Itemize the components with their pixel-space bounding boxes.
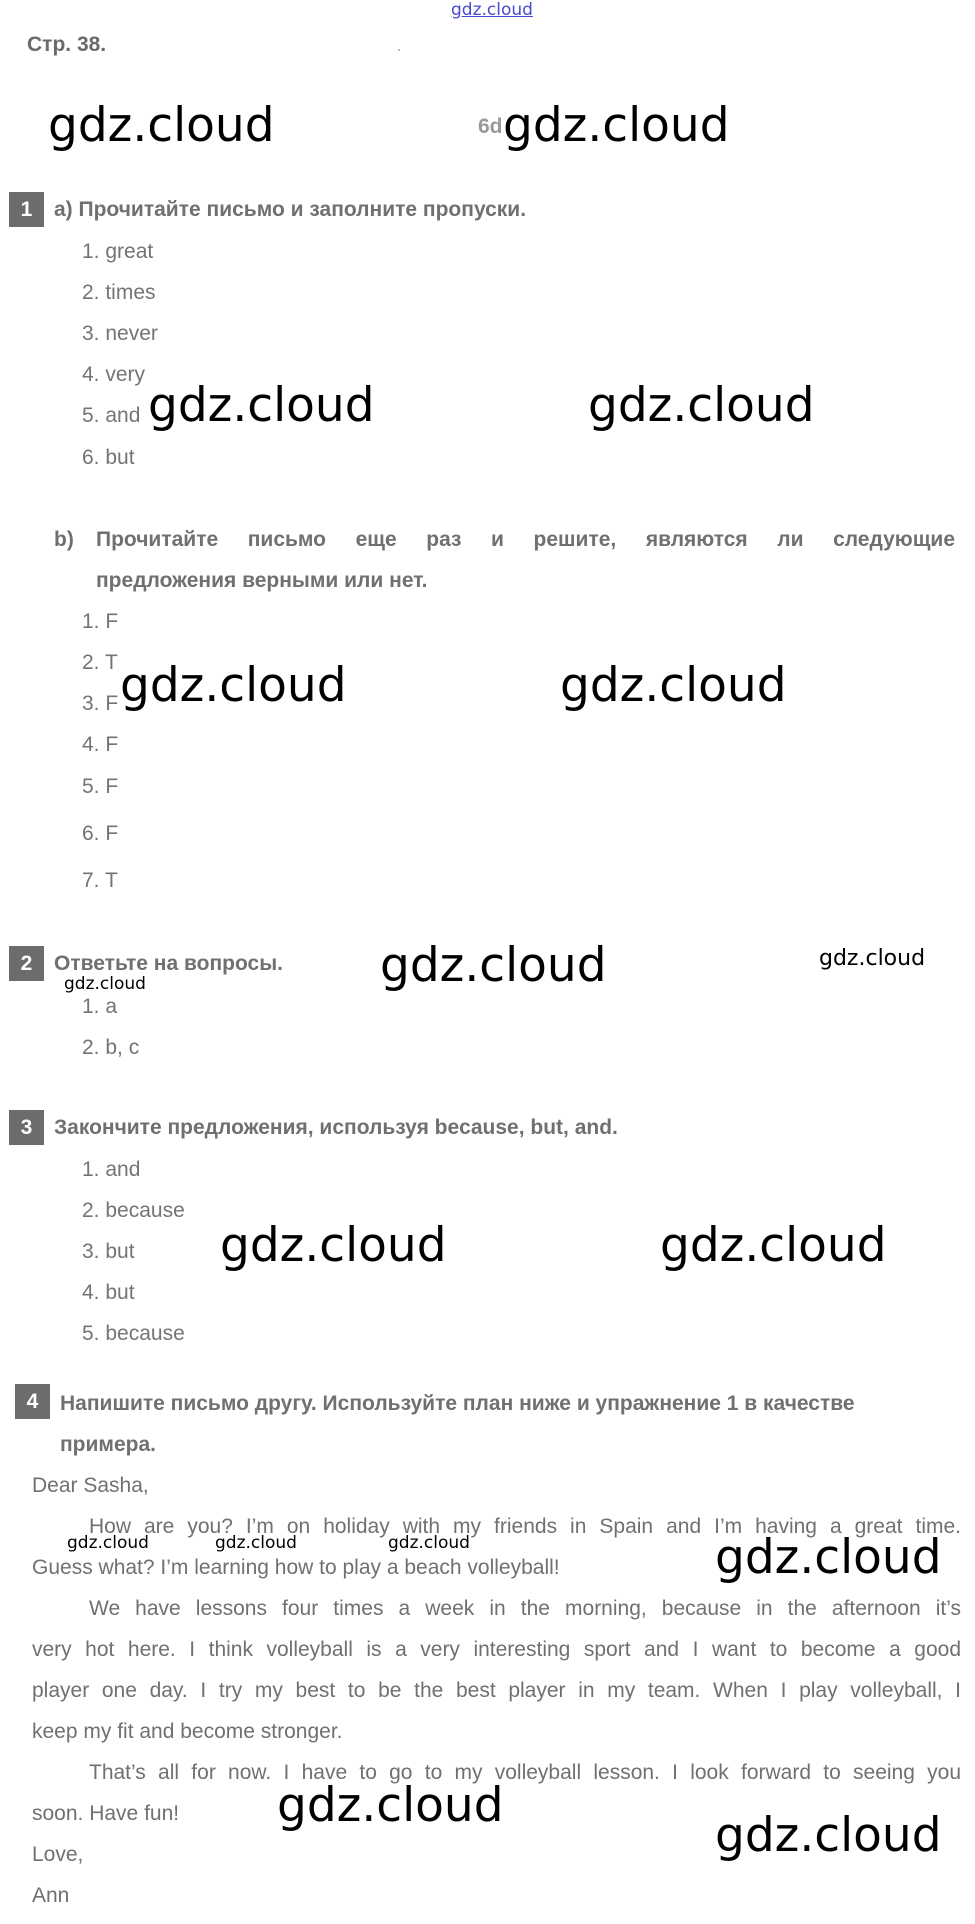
unit-code: 6d [478, 115, 503, 138]
task3-answer-2: 2. because [82, 1199, 185, 1222]
task1-b-answer-4: 4. F [82, 733, 119, 756]
letter-line-7: That’s all for now. I have to go to my volleyball lesson. I look forward to seeing you [89, 1761, 961, 1784]
task1-b-answer-1: 1. F [82, 610, 119, 633]
task2-answer-2: 2. b, c [82, 1036, 140, 1059]
task1-b-answer-6: 6. F [82, 822, 119, 845]
watermark: gdz.cloud [64, 974, 146, 994]
task1-a-answer-1: 1. great [82, 240, 154, 263]
task1-b-answer-5: 5. F [82, 775, 119, 798]
watermark: gdz.cloud [715, 1808, 942, 1863]
letter-line-6: keep my fit and become stronger. [32, 1720, 343, 1743]
watermark: gdz.cloud [120, 658, 347, 713]
task3-answer-5: 5. because [82, 1322, 185, 1345]
watermark: gdz.cloud [220, 1218, 447, 1273]
task2-answer-1: 1. a [82, 995, 118, 1018]
dot-mark: . [397, 38, 402, 55]
letter-signature: Ann [32, 1884, 70, 1907]
watermark: gdz.cloud [277, 1778, 504, 1833]
task1-a-answer-5: 5. and [82, 404, 141, 427]
task4-heading-line1: Напишите письмо другу. Используйте план ниже и упражнение 1 в качестве [60, 1392, 855, 1415]
watermark: gdz.cloud [215, 1533, 297, 1553]
task1-b-answer-2: 2. T [82, 651, 118, 674]
watermark: gdz.cloud [380, 938, 607, 993]
letter-line-5: player one day. I try my best to be the best player in my team. When I play volleyball, I [32, 1679, 961, 1702]
task3-answer-4: 4. but [82, 1281, 135, 1304]
watermark: gdz.cloud [819, 946, 926, 971]
letter-line-4: very hot here. I think volleyball is a very interesting sport and I want to become a good [32, 1638, 961, 1661]
task-number-badge-1: 1 [9, 192, 44, 227]
letter-closing: Love, [32, 1843, 84, 1866]
task1-part-b-heading-line1: Прочитайте письмо еще раз и решите, являются ли следующие [96, 528, 955, 551]
task1-a-answer-4: 4. very [82, 363, 146, 386]
watermark: gdz.cloud [388, 1533, 470, 1553]
task-number-badge-3: 3 [9, 1110, 44, 1145]
watermark: gdz.cloud [560, 658, 787, 713]
watermark: gdz.cloud [503, 98, 730, 153]
task1-b-answer-3: 3. F [82, 692, 119, 715]
watermark: gdz.cloud [660, 1218, 887, 1273]
task3-heading: Закончите предложения, используя because, but, and. [54, 1116, 618, 1139]
task2-heading: Ответьте на вопросы. [54, 952, 283, 975]
task1-a-answer-3: 3. never [82, 322, 158, 345]
site-watermark-top: gdz.cloud [451, 0, 533, 20]
task1-b-answer-7: 7. T [82, 869, 118, 892]
watermark: gdz.cloud [67, 1533, 149, 1553]
watermark: gdz.cloud [588, 378, 815, 433]
task4-heading-line2: примера. [60, 1433, 156, 1456]
task-number-badge-4: 4 [15, 1384, 50, 1419]
watermark: gdz.cloud [148, 378, 375, 433]
letter-line-3: We have lessons four times a week in the morning, because in the afternoon it’s [89, 1597, 961, 1620]
task1-a-answer-2: 2. times [82, 281, 156, 304]
task3-answer-1: 1. and [82, 1158, 141, 1181]
task3-answer-3: 3. but [82, 1240, 135, 1263]
watermark: gdz.cloud [715, 1530, 942, 1585]
task-number-badge-2: 2 [9, 946, 44, 981]
task1-part-b-label: b) [54, 528, 74, 551]
letter-line-8: soon. Have fun! [32, 1802, 180, 1825]
task1-part-a-heading: a) Прочитайте письмо и заполните пропуски. [54, 198, 527, 221]
page-reference: Стр. 38. [27, 33, 107, 56]
letter-line-1: How are you? I’m on holiday with my friends in Spain and I’m having a great time. [89, 1515, 961, 1538]
letter-greeting: Dear Sasha, [32, 1474, 149, 1497]
watermark: gdz.cloud [48, 98, 275, 153]
task1-part-b-heading-line2: предложения верными или нет. [96, 569, 428, 592]
letter-line-2: Guess what? I’m learning how to play a beach volleyball! [32, 1556, 560, 1579]
task1-a-answer-6: 6. but [82, 446, 135, 469]
